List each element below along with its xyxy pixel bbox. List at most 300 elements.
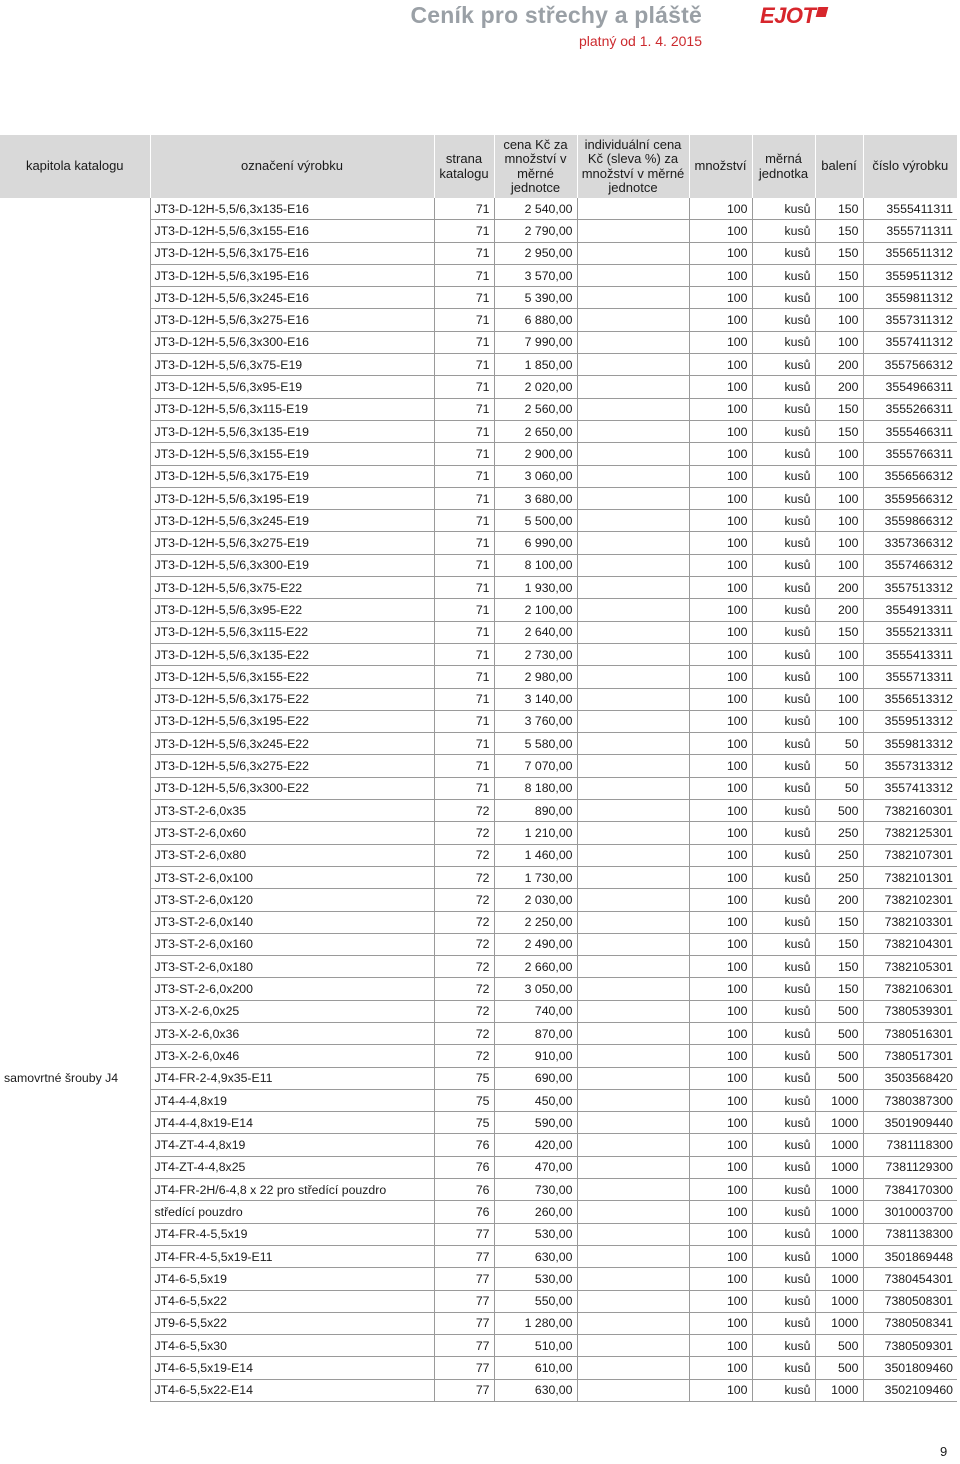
cell-chapter — [0, 487, 150, 509]
table-row — [0, 198, 957, 220]
cell-product-number: 3556511312 — [863, 242, 957, 264]
cell-unit: kusů — [752, 331, 815, 353]
cell-product-name: JT4-4-4,8x19-E14 — [150, 1112, 434, 1134]
table-row — [0, 510, 957, 532]
cell-product-name: JT3-D-12H-5,5/6,3x115-E19 — [150, 398, 434, 420]
cell-quantity: 100 — [689, 1022, 752, 1044]
cell-product-name: JT3-D-12H-5,5/6,3x175-E22 — [150, 688, 434, 710]
cell-packaging: 500 — [815, 1000, 863, 1022]
table-row — [0, 866, 957, 888]
cell-chapter — [0, 577, 150, 599]
cell-unit: kusů — [752, 1201, 815, 1223]
cell-catalog-page: 77 — [434, 1335, 494, 1357]
cell-product-name: JT3-ST-2-6,0x180 — [150, 956, 434, 978]
cell-product-name: JT3-D-12H-5,5/6,3x245-E19 — [150, 510, 434, 532]
cell-product-number: 3557513312 — [863, 577, 957, 599]
cell-catalog-page: 71 — [434, 331, 494, 353]
cell-individual-price — [577, 554, 689, 576]
cell-chapter — [0, 956, 150, 978]
cell-unit: kusů — [752, 242, 815, 264]
cell-packaging: 50 — [815, 755, 863, 777]
cell-product-number: 3559813312 — [863, 733, 957, 755]
table-row — [0, 1045, 957, 1067]
cell-unit: kusů — [752, 1112, 815, 1134]
cell-product-name: JT3-D-12H-5,5/6,3x195-E19 — [150, 487, 434, 509]
cell-unit: kusů — [752, 554, 815, 576]
cell-catalog-page: 77 — [434, 1223, 494, 1245]
cell-packaging: 100 — [815, 710, 863, 732]
cell-price: 7 990,00 — [494, 331, 577, 353]
cell-product-name: JT3-D-12H-5,5/6,3x155-E19 — [150, 443, 434, 465]
cell-individual-price — [577, 376, 689, 398]
table-row — [0, 532, 957, 554]
cell-unit: kusů — [752, 978, 815, 1000]
cell-unit: kusů — [752, 1134, 815, 1156]
cell-quantity: 100 — [689, 309, 752, 331]
table-row — [0, 1112, 957, 1134]
cell-quantity: 100 — [689, 1156, 752, 1178]
cell-chapter — [0, 465, 150, 487]
cell-packaging: 150 — [815, 398, 863, 420]
cell-individual-price — [577, 198, 689, 220]
col-header-product-name: označení výrobku — [150, 135, 434, 198]
cell-quantity: 100 — [689, 1312, 752, 1334]
cell-unit: kusů — [752, 710, 815, 732]
page-number: 9 — [940, 1444, 948, 1459]
cell-quantity: 100 — [689, 688, 752, 710]
cell-chapter — [0, 643, 150, 665]
col-header-packaging: balení — [815, 135, 863, 198]
cell-quantity: 100 — [689, 198, 752, 220]
cell-individual-price — [577, 1112, 689, 1134]
cell-quantity: 100 — [689, 1045, 752, 1067]
cell-packaging: 50 — [815, 777, 863, 799]
cell-catalog-page: 71 — [434, 354, 494, 376]
cell-catalog-page: 71 — [434, 777, 494, 799]
cell-chapter — [0, 510, 150, 532]
cell-individual-price — [577, 844, 689, 866]
cell-catalog-page: 77 — [434, 1268, 494, 1290]
cell-individual-price — [577, 866, 689, 888]
cell-price: 470,00 — [494, 1156, 577, 1178]
cell-product-number: 7382106301 — [863, 978, 957, 1000]
cell-price: 2 790,00 — [494, 220, 577, 242]
cell-quantity: 100 — [689, 354, 752, 376]
cell-individual-price — [577, 933, 689, 955]
cell-packaging: 1000 — [815, 1089, 863, 1111]
cell-quantity: 100 — [689, 643, 752, 665]
cell-product-name: JT4-6-5,5x22 — [150, 1290, 434, 1312]
cell-catalog-page: 72 — [434, 822, 494, 844]
cell-individual-price — [577, 978, 689, 1000]
cell-individual-price — [577, 1134, 689, 1156]
cell-chapter — [0, 1357, 150, 1379]
col-header-product-number: číslo výrobku — [863, 135, 957, 198]
table-row — [0, 1379, 957, 1401]
cell-product-number: 3557313312 — [863, 755, 957, 777]
cell-individual-price — [577, 354, 689, 376]
cell-individual-price — [577, 956, 689, 978]
cell-chapter — [0, 264, 150, 286]
cell-chapter — [0, 1156, 150, 1178]
cell-individual-price — [577, 1290, 689, 1312]
cell-catalog-page: 71 — [434, 532, 494, 554]
cell-chapter — [0, 1045, 150, 1067]
table-row — [0, 242, 957, 264]
cell-product-number: 3559513312 — [863, 710, 957, 732]
cell-price: 2 100,00 — [494, 599, 577, 621]
cell-product-name: JT3-D-12H-5,5/6,3x95-E19 — [150, 376, 434, 398]
table-row — [0, 1223, 957, 1245]
cell-chapter — [0, 710, 150, 732]
cell-chapter — [0, 688, 150, 710]
cell-quantity: 100 — [689, 889, 752, 911]
cell-unit: kusů — [752, 1223, 815, 1245]
cell-catalog-page: 71 — [434, 510, 494, 532]
cell-unit: kusů — [752, 866, 815, 888]
cell-quantity: 100 — [689, 376, 752, 398]
table-row — [0, 398, 957, 420]
cell-chapter — [0, 420, 150, 442]
col-header-price: cena Kč za množství v měrné jednotce — [494, 135, 577, 198]
cell-catalog-page: 71 — [434, 420, 494, 442]
cell-quantity: 100 — [689, 978, 752, 1000]
cell-individual-price — [577, 287, 689, 309]
cell-product-number: 7381118300 — [863, 1134, 957, 1156]
cell-product-name: JT3-D-12H-5,5/6,3x300-E19 — [150, 554, 434, 576]
cell-chapter — [0, 198, 150, 220]
cell-chapter — [0, 933, 150, 955]
table-row — [0, 577, 957, 599]
cell-unit: kusů — [752, 1290, 815, 1312]
cell-chapter — [0, 1312, 150, 1334]
cell-product-name: JT3-D-12H-5,5/6,3x175-E16 — [150, 242, 434, 264]
cell-individual-price — [577, 710, 689, 732]
cell-packaging: 200 — [815, 889, 863, 911]
cell-price: 6 990,00 — [494, 532, 577, 554]
cell-product-name: JT3-D-12H-5,5/6,3x245-E16 — [150, 287, 434, 309]
cell-product-number: 7380387300 — [863, 1089, 957, 1111]
cell-packaging: 100 — [815, 643, 863, 665]
cell-chapter — [0, 376, 150, 398]
cell-product-name: JT3-D-12H-5,5/6,3x195-E16 — [150, 264, 434, 286]
cell-packaging: 150 — [815, 933, 863, 955]
cell-quantity: 100 — [689, 1000, 752, 1022]
cell-unit: kusů — [752, 956, 815, 978]
cell-product-name: JT3-D-12H-5,5/6,3x275-E19 — [150, 532, 434, 554]
cell-unit: kusů — [752, 1312, 815, 1334]
cell-individual-price — [577, 1067, 689, 1089]
cell-product-number: 3557413312 — [863, 777, 957, 799]
cell-price: 630,00 — [494, 1379, 577, 1401]
cell-product-number: 7380454301 — [863, 1268, 957, 1290]
cell-packaging: 150 — [815, 264, 863, 286]
cell-unit: kusů — [752, 599, 815, 621]
cell-product-name: JT3-D-12H-5,5/6,3x135-E22 — [150, 643, 434, 665]
cell-chapter — [0, 532, 150, 554]
table-row — [0, 755, 957, 777]
table-row — [0, 733, 957, 755]
cell-quantity: 100 — [689, 264, 752, 286]
cell-product-number: 7381138300 — [863, 1223, 957, 1245]
cell-catalog-page: 71 — [434, 599, 494, 621]
cell-price: 2 900,00 — [494, 443, 577, 465]
cell-product-number: 3557566312 — [863, 354, 957, 376]
cell-individual-price — [577, 510, 689, 532]
cell-catalog-page: 71 — [434, 443, 494, 465]
cell-individual-price — [577, 398, 689, 420]
cell-product-name: JT3-D-12H-5,5/6,3x135-E19 — [150, 420, 434, 442]
cell-product-number: 3554966311 — [863, 376, 957, 398]
cell-product-number: 3559566312 — [863, 487, 957, 509]
cell-quantity: 100 — [689, 710, 752, 732]
cell-packaging: 200 — [815, 354, 863, 376]
cell-chapter — [0, 1022, 150, 1044]
cell-packaging: 500 — [815, 800, 863, 822]
cell-product-name: JT3-D-12H-5,5/6,3x135-E16 — [150, 198, 434, 220]
table-row — [0, 220, 957, 242]
cell-product-name: JT3-D-12H-5,5/6,3x195-E22 — [150, 710, 434, 732]
cell-product-number: 3555713311 — [863, 666, 957, 688]
cell-product-name: JT4-4-4,8x19 — [150, 1089, 434, 1111]
cell-product-number: 7380539301 — [863, 1000, 957, 1022]
cell-packaging: 1000 — [815, 1156, 863, 1178]
cell-product-name: JT3-D-12H-5,5/6,3x95-E22 — [150, 599, 434, 621]
cell-price: 2 020,00 — [494, 376, 577, 398]
cell-quantity: 100 — [689, 777, 752, 799]
cell-individual-price — [577, 1335, 689, 1357]
cell-catalog-page: 72 — [434, 1000, 494, 1022]
valid-from-date: platný od 1. 4. 2015 — [579, 33, 702, 49]
cell-price: 2 030,00 — [494, 889, 577, 911]
cell-quantity: 100 — [689, 1179, 752, 1201]
cell-packaging: 100 — [815, 287, 863, 309]
cell-catalog-page: 71 — [434, 710, 494, 732]
cell-product-name: JT3-X-2-6,0x36 — [150, 1022, 434, 1044]
cell-individual-price — [577, 1268, 689, 1290]
cell-packaging: 500 — [815, 1335, 863, 1357]
cell-chapter — [0, 1335, 150, 1357]
cell-price: 1 930,00 — [494, 577, 577, 599]
cell-individual-price — [577, 220, 689, 242]
cell-packaging: 200 — [815, 577, 863, 599]
cell-chapter — [0, 777, 150, 799]
cell-chapter — [0, 287, 150, 309]
cell-individual-price — [577, 264, 689, 286]
cell-packaging: 150 — [815, 242, 863, 264]
cell-quantity: 100 — [689, 1201, 752, 1223]
cell-catalog-page: 76 — [434, 1179, 494, 1201]
table-header-row — [0, 135, 957, 198]
cell-product-name: JT3-D-12H-5,5/6,3x275-E22 — [150, 755, 434, 777]
table-row — [0, 287, 957, 309]
cell-individual-price — [577, 1022, 689, 1044]
cell-individual-price — [577, 822, 689, 844]
cell-quantity: 100 — [689, 933, 752, 955]
cell-individual-price — [577, 755, 689, 777]
cell-individual-price — [577, 688, 689, 710]
cell-packaging: 500 — [815, 1045, 863, 1067]
cell-product-number: 3559811312 — [863, 287, 957, 309]
cell-unit: kusů — [752, 287, 815, 309]
cell-product-name: JT3-D-12H-5,5/6,3x75-E22 — [150, 577, 434, 599]
cell-catalog-page: 72 — [434, 911, 494, 933]
cell-price: 1 280,00 — [494, 1312, 577, 1334]
cell-price: 2 650,00 — [494, 420, 577, 442]
cell-quantity: 100 — [689, 1134, 752, 1156]
cell-chapter — [0, 1000, 150, 1022]
cell-unit: kusů — [752, 376, 815, 398]
cell-price: 2 660,00 — [494, 956, 577, 978]
cell-chapter — [0, 220, 150, 242]
cell-unit: kusů — [752, 1067, 815, 1089]
cell-product-name: JT3-ST-2-6,0x140 — [150, 911, 434, 933]
cell-packaging: 1000 — [815, 1112, 863, 1134]
cell-unit: kusů — [752, 844, 815, 866]
cell-price: 510,00 — [494, 1335, 577, 1357]
table-row — [0, 1000, 957, 1022]
table-row — [0, 643, 957, 665]
cell-individual-price — [577, 733, 689, 755]
cell-quantity: 100 — [689, 242, 752, 264]
cell-quantity: 100 — [689, 866, 752, 888]
col-header-chapter: kapitola katalogu — [0, 135, 150, 198]
table-row — [0, 889, 957, 911]
cell-price: 1 460,00 — [494, 844, 577, 866]
cell-packaging: 1000 — [815, 1201, 863, 1223]
cell-product-number: 3357366312 — [863, 532, 957, 554]
cell-packaging: 250 — [815, 822, 863, 844]
cell-product-name: JT3-ST-2-6,0x35 — [150, 800, 434, 822]
cell-quantity: 100 — [689, 1067, 752, 1089]
cell-catalog-page: 71 — [434, 398, 494, 420]
cell-price: 450,00 — [494, 1089, 577, 1111]
cell-packaging: 100 — [815, 443, 863, 465]
cell-quantity: 100 — [689, 331, 752, 353]
cell-chapter — [0, 1112, 150, 1134]
cell-packaging: 150 — [815, 198, 863, 220]
cell-packaging: 150 — [815, 621, 863, 643]
table-row — [0, 1179, 957, 1201]
cell-unit: kusů — [752, 621, 815, 643]
cell-quantity: 100 — [689, 465, 752, 487]
cell-product-number: 3557411312 — [863, 331, 957, 353]
table-body — [0, 198, 957, 1402]
table-row — [0, 487, 957, 509]
cell-packaging: 100 — [815, 331, 863, 353]
cell-individual-price — [577, 643, 689, 665]
cell-catalog-page: 71 — [434, 309, 494, 331]
cell-chapter — [0, 309, 150, 331]
cell-product-number: 7382102301 — [863, 889, 957, 911]
cell-individual-price — [577, 532, 689, 554]
cell-packaging: 1000 — [815, 1379, 863, 1401]
cell-product-number: 3501909440 — [863, 1112, 957, 1134]
table-row — [0, 1201, 957, 1223]
cell-packaging: 1000 — [815, 1223, 863, 1245]
cell-product-name: JT3-D-12H-5,5/6,3x300-E16 — [150, 331, 434, 353]
cell-catalog-page: 71 — [434, 242, 494, 264]
cell-chapter — [0, 1379, 150, 1401]
cell-catalog-page: 72 — [434, 844, 494, 866]
cell-packaging: 150 — [815, 956, 863, 978]
cell-price: 1 850,00 — [494, 354, 577, 376]
cell-individual-price — [577, 621, 689, 643]
cell-product-number: 7380516301 — [863, 1022, 957, 1044]
price-table — [0, 135, 957, 1402]
cell-unit: kusů — [752, 800, 815, 822]
cell-price: 730,00 — [494, 1179, 577, 1201]
cell-product-name: JT4-FR-4-5,5x19-E11 — [150, 1245, 434, 1267]
cell-chapter — [0, 1201, 150, 1223]
cell-price: 1 730,00 — [494, 866, 577, 888]
cell-product-name: JT3-ST-2-6,0x120 — [150, 889, 434, 911]
cell-quantity: 100 — [689, 398, 752, 420]
cell-price: 740,00 — [494, 1000, 577, 1022]
cell-price: 8 180,00 — [494, 777, 577, 799]
cell-individual-price — [577, 800, 689, 822]
cell-quantity: 100 — [689, 822, 752, 844]
table-row — [0, 465, 957, 487]
cell-catalog-page: 71 — [434, 198, 494, 220]
cell-packaging: 250 — [815, 866, 863, 888]
cell-price: 260,00 — [494, 1201, 577, 1223]
cell-quantity: 100 — [689, 1112, 752, 1134]
cell-chapter — [0, 1290, 150, 1312]
table-row — [0, 554, 957, 576]
cell-product-name: JT4-ZT-4-4,8x19 — [150, 1134, 434, 1156]
cell-product-number: 7380509301 — [863, 1335, 957, 1357]
cell-product-number: 3557466312 — [863, 554, 957, 576]
cell-packaging: 150 — [815, 911, 863, 933]
cell-unit: kusů — [752, 1045, 815, 1067]
cell-unit: kusů — [752, 1156, 815, 1178]
cell-packaging: 1000 — [815, 1245, 863, 1267]
cell-product-name: JT9-6-5,5x22 — [150, 1312, 434, 1334]
cell-product-name: JT3-D-12H-5,5/6,3x275-E16 — [150, 309, 434, 331]
cell-quantity: 100 — [689, 956, 752, 978]
cell-catalog-page: 72 — [434, 956, 494, 978]
table-row — [0, 1268, 957, 1290]
cell-unit: kusů — [752, 532, 815, 554]
cell-price: 8 100,00 — [494, 554, 577, 576]
cell-product-name: JT4-6-5,5x22-E14 — [150, 1379, 434, 1401]
table-row — [0, 621, 957, 643]
cell-chapter — [0, 1245, 150, 1267]
cell-unit: kusů — [752, 755, 815, 777]
cell-product-number: 3555711311 — [863, 220, 957, 242]
cell-packaging: 200 — [815, 376, 863, 398]
cell-price: 2 490,00 — [494, 933, 577, 955]
table-row — [0, 443, 957, 465]
cell-catalog-page: 71 — [434, 287, 494, 309]
cell-catalog-page: 71 — [434, 264, 494, 286]
cell-packaging: 1000 — [815, 1134, 863, 1156]
table-row — [0, 1312, 957, 1334]
cell-individual-price — [577, 889, 689, 911]
cell-quantity: 100 — [689, 220, 752, 242]
cell-quantity: 100 — [689, 621, 752, 643]
cell-chapter — [0, 554, 150, 576]
cell-catalog-page: 71 — [434, 554, 494, 576]
cell-catalog-page: 75 — [434, 1067, 494, 1089]
cell-chapter — [0, 599, 150, 621]
table-row — [0, 1089, 957, 1111]
cell-product-number: 7382107301 — [863, 844, 957, 866]
cell-chapter — [0, 1179, 150, 1201]
cell-unit: kusů — [752, 1357, 815, 1379]
cell-individual-price — [577, 465, 689, 487]
